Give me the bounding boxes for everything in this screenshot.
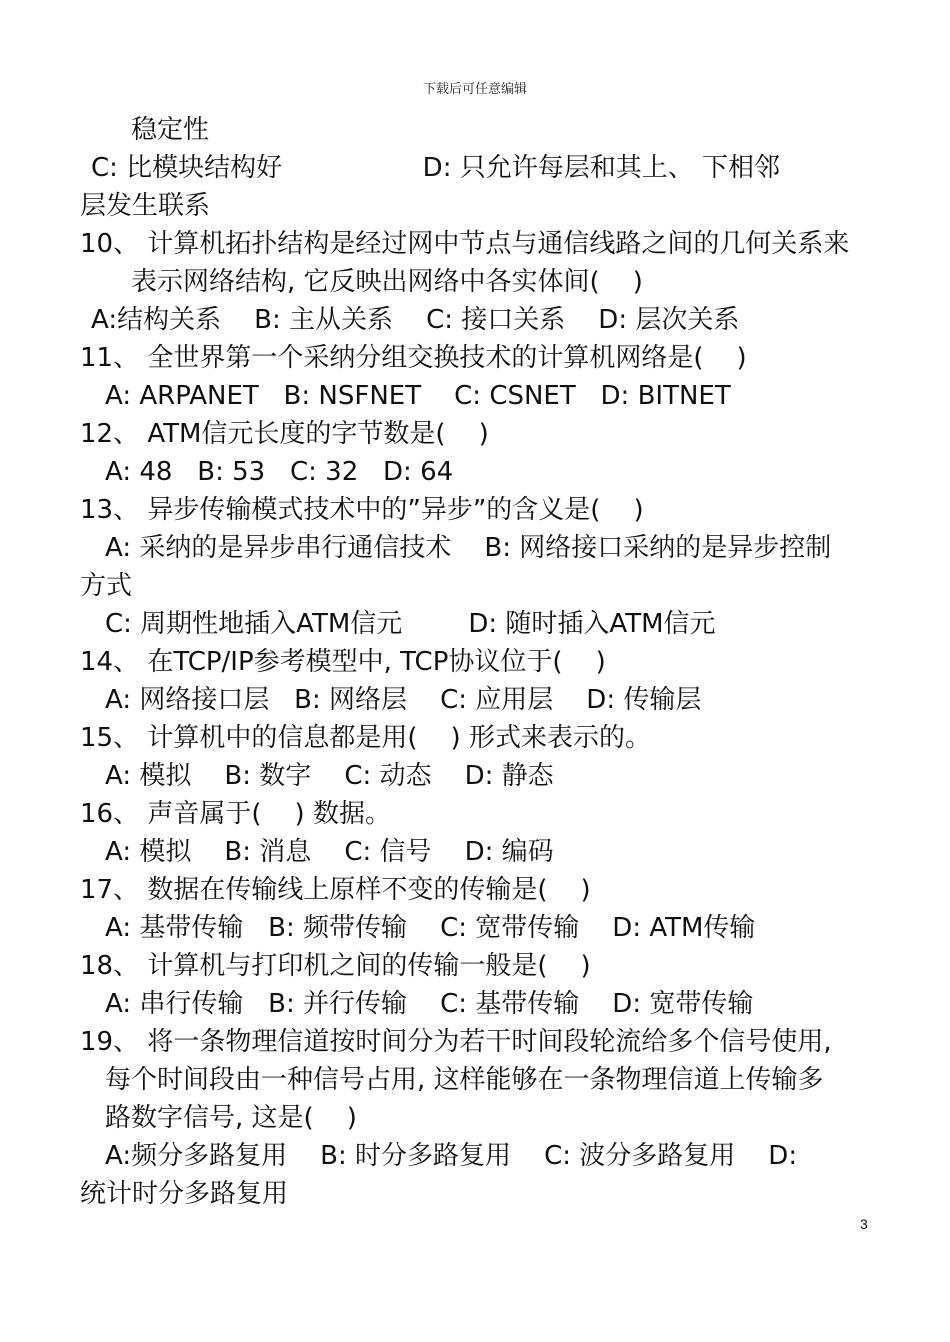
question-line: 16、 声音属于( ) 数据。 [80, 799, 391, 829]
text-line: 每个时间段由一种信号占用, 这样能够在一条物理信道上传输多 [105, 1065, 824, 1095]
options-line: A: 模拟 B: 消息 C: 信号 D: 编码 [105, 837, 554, 867]
text-line: 稳定性 [131, 115, 210, 145]
text-line: 表示网络结构, 它反映出网络中各实体间( ) [131, 267, 643, 297]
options-line: A: 基带传输 B: 频带传输 C: 宽带传输 D: ATM传输 [105, 913, 756, 943]
options-line: A: ARPANET B: NSFNET C: CSNET D: BITNET [105, 381, 731, 411]
options-line: A: 48 B: 53 C: 32 D: 64 [105, 457, 454, 487]
text-line: 层发生联系 [80, 191, 211, 221]
options-line: A: 模拟 B: 数字 C: 动态 D: 静态 [105, 761, 554, 791]
options-line: A: 网络接口层 B: 网络层 C: 应用层 D: 传输层 [105, 685, 702, 715]
options-line: A: 采纳的是异步串行通信技术 B: 网络接口采纳的是异步控制 [105, 533, 832, 563]
question-line: 19、 将一条物理信道按时间分为若干时间段轮流给多个信号使用, [80, 1027, 832, 1057]
question-line: 11、 全世界第一个采纳分组交换技术的计算机网络是( ) [80, 343, 747, 373]
question-line: 12、 ATM信元长度的字节数是( ) [80, 419, 489, 449]
question-line: 18、 计算机与打印机之间的传输一般是( ) [80, 951, 591, 981]
options-line: A:频分多路复用 B: 时分多路复用 C: 波分多路复用 D: [105, 1141, 798, 1171]
question-line: 13、 异步传输模式技术中的”异步”的含义是( ) [80, 495, 644, 525]
question-line: 10、 计算机拓扑结构是经过网中节点与通信线路之间的几何关系来 [80, 229, 850, 259]
text-line: C: 比模块结构好 D: 只允许每层和其上、 下相邻 [91, 153, 780, 183]
text-line: 统计时分多路复用 [80, 1179, 289, 1209]
question-line: 17、 数据在传输线上原样不变的传输是( ) [80, 875, 591, 905]
question-line: 15、 计算机中的信息都是用( ) 形式来表示的。 [80, 723, 651, 753]
text-line: 方式 [80, 571, 133, 601]
question-line: 14、 在TCP/IP参考模型中, TCP协议位于( ) [80, 647, 606, 677]
options-line: A: 串行传输 B: 并行传输 C: 基带传输 D: 宽带传输 [105, 989, 754, 1019]
options-line: A:结构关系 B: 主从关系 C: 接口关系 D: 层次关系 [91, 305, 740, 335]
page-header: 下载后可任意编辑 [422, 82, 527, 97]
text-line: 路数字信号, 这是( ) [105, 1103, 357, 1133]
page-number: 3 [860, 1216, 868, 1232]
options-line: C: 周期性地插入ATM信元 D: 随时插入ATM信元 [105, 609, 716, 639]
